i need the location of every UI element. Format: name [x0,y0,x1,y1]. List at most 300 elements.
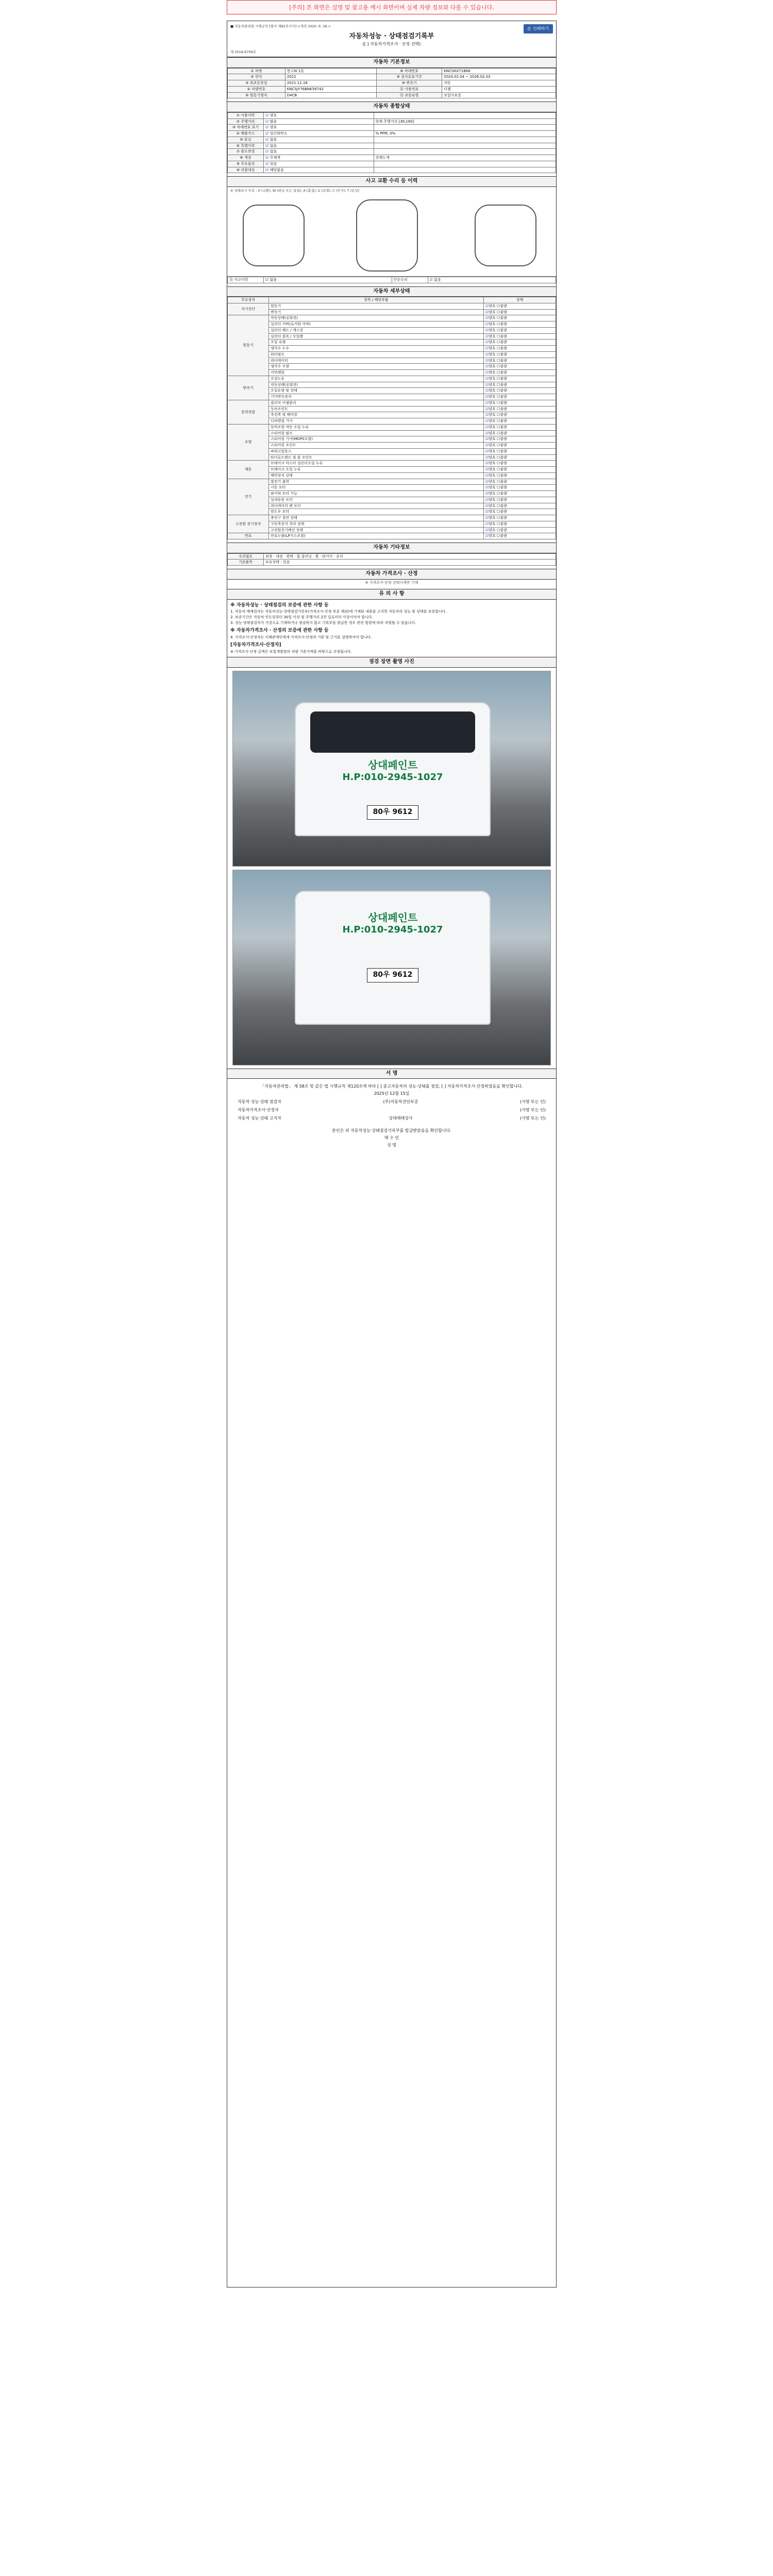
unchecked-box-icon: ☐ [495,328,500,332]
detail-item: 실린더 커버(로커암 커버) [269,321,484,328]
sign-title: 서 명 [227,1069,556,1079]
detail-state-bad: 불량 [500,364,507,369]
unchecked-box-icon: ☐ [495,364,500,369]
detail-item: 충전구 절연 상태 [269,515,484,521]
unchecked-box-icon: ☐ [495,534,500,538]
checked-box-icon: ☑ [485,425,489,429]
status-state [264,143,374,149]
detail-state-good: 양호 [489,334,496,338]
truck-rear [295,891,491,1025]
license-plate: 80우 9612 [367,805,418,820]
detail-row [228,424,556,430]
sign-line-dealer [238,1116,546,1121]
checked-box-icon: ☑ [485,395,489,399]
unchecked-box-icon: ☐ [495,503,500,508]
detail-header-device: 주요장치 [228,297,269,303]
detail-state-good: 양호 [489,431,496,435]
status-row [228,137,556,143]
detail-row [228,533,556,539]
detail-state-good: 양호 [489,449,496,453]
detail-state [484,358,556,364]
detail-item: 파워고압호스 [269,448,484,454]
detail-row [228,358,556,364]
detail-row [228,485,556,491]
detail-state-bad: 불량 [500,346,507,351]
status-item: ② 주행거리 [228,118,264,125]
unchecked-box-icon: ☐ [495,382,500,387]
detail-state-good: 양호 [489,455,496,460]
detail-state-good: 양호 [489,443,496,448]
detail-state-good: 양호 [489,388,496,393]
checked-box-icon: ☑ [485,431,489,435]
detail-state-good: 양호 [489,510,496,514]
detail-state-bad: 불량 [500,455,507,460]
unchecked-box-icon: ☐ [495,303,500,308]
detail-state [484,448,556,454]
detail-group: 제동 [228,461,269,479]
detail-state [484,303,556,309]
notes-body [227,603,556,654]
checked-box-icon: ☑ [485,316,489,320]
basic-info-value: 2022 [285,74,376,80]
unchecked-box-icon: ☐ [495,473,500,478]
detail-state-good: 양호 [489,425,496,429]
detail-item: 배력장치 상태 [269,472,484,479]
status-state-text: 없음 [270,149,277,154]
detail-item: 냉각수 수량 [269,364,484,370]
detail-state-good: 양호 [489,316,496,320]
etc-value: 외장 · 내장 · 광택 · 룸 클리닝 · 휠 · 타이어 · 유리 [264,553,556,560]
etc-title: 자동차 기타정보 [227,543,556,553]
detail-state [484,351,556,358]
warning-notice-text: [주의] 본 화면은 설명 및 참고용 예시 화면이며 실제 차량 정보와 다를 수 있습니다. [289,4,494,11]
detail-state [484,382,556,388]
status-row [228,167,556,173]
etc-key: 기본품목 [228,560,264,566]
inspection-report-document [227,21,557,2287]
detail-state-bad: 불량 [500,406,507,411]
etc-value: 보유상태 : 있음 [264,560,556,566]
unchecked-box-icon: ☐ [495,358,500,363]
checked-box-icon: ☑ [485,303,489,308]
detail-item: 등속조인트 [269,406,484,412]
detail-state [484,527,556,533]
detail-item: 고전원전기배선 상태 [269,527,484,533]
unchecked-box-icon: ☐ [495,370,500,375]
detail-item: 타이로드엔드 및 볼 조인트 [269,454,484,461]
basic-info-key: ④ 차량번호 [228,86,285,92]
detail-item: 스티어링 펌프 [269,430,484,436]
checkbox-icon: ☑ [265,137,270,142]
detail-state-bad: 불량 [500,419,507,423]
detail-state-bad: 불량 [500,503,507,508]
accident-result-table [227,277,556,283]
checked-box-icon: ☑ [485,503,489,508]
notes-paragraph-3: 3. 성능·상태점검자가 거짓으로 기재하거나 점검하지 않고 기록부를 발급한 경우 관련 법령에 따라 처벌될 수 있습니다. [230,620,416,625]
status-detail: 현재 주행거리 [36,160] [374,118,556,125]
detail-group: 동력전달 [228,400,269,424]
report-subtitle: ([ ] 자동차가격조사 · 산정 선택) [362,42,421,46]
simple-repair-label: 단순수리 [392,277,428,283]
detail-state [484,479,556,485]
detail-state-good: 양호 [489,358,496,363]
basic-info-key: ③ 최초등록일 [228,80,285,87]
car-top-view [356,199,418,272]
unchecked-box-icon: ☐ [495,455,500,460]
detail-item: 작동상태(공회전) [269,382,484,388]
checked-box-icon: ☑ [485,413,489,417]
print-button-label: 인쇄하기 [533,26,549,31]
status-detail: % PPM, 0% [374,131,556,137]
price-title: 자동차 가격조사 · 산정 [227,569,556,580]
status-state-text: 많음 [270,119,277,124]
detail-state-good: 양호 [489,516,496,520]
sign-footer-2: 매 수 인 [384,1136,399,1141]
checkbox-icon: ☑ [265,119,270,124]
unchecked-box-icon: ☐ [495,425,500,429]
detail-row [228,418,556,425]
status-row [228,125,556,131]
notes-heading-1: ※ 자동차성능 · 상태점검의 보증에 관한 사항 등 [230,602,329,608]
basic-info-key-2: ⑨ 검사유효기간 [377,74,442,80]
basic-info-key-2: ⑫ 보증유형 [377,92,442,98]
car-right-view [475,205,536,266]
detail-group: 자기진단 [228,303,269,315]
detail-row [228,521,556,527]
detail-state [484,327,556,333]
detail-state-good: 양호 [489,534,496,538]
checkbox-icon: ☑ [265,156,270,160]
checked-box-icon: ☑ [485,358,489,363]
status-row [228,118,556,125]
detail-state [484,346,556,352]
detail-state-bad: 불량 [500,395,507,399]
detail-state-bad: 불량 [500,382,507,387]
detail-state [484,340,556,346]
checked-box-icon: ☑ [485,376,489,381]
status-item: ⑧ 색상 [228,155,264,161]
unchecked-box-icon: ☐ [495,437,500,442]
status-detail [374,167,556,173]
checked-box-icon: ☑ [485,322,489,327]
unchecked-box-icon: ☐ [495,413,500,417]
detail-header-state: 상태 [484,297,556,303]
unchecked-box-icon: ☐ [495,406,500,411]
detail-state [484,394,556,400]
detail-state-good: 양호 [489,370,496,375]
detail-row [228,406,556,412]
detail-state-good: 양호 [489,485,496,490]
detail-state [484,376,556,382]
detail-item: 오일 유량 [269,340,484,346]
detail-row [228,430,556,436]
detail-item: 오일유량 및 상태 [269,388,484,394]
detail-row [228,443,556,449]
basic-info-value-2: 자동 [442,80,556,87]
detail-row [228,503,556,509]
detail-state-bad: 불량 [500,316,507,320]
notes-paragraph-1: 1. 자동차 매매업자는 자동차성능·상태점검기록부(가격조사·산정 부분 제외)에 기재된 내용을 고지한 자동차의 성능 및 상태를 보증합니다. [230,609,447,614]
sign-line-dealer-value: 상대매매상사 [389,1116,413,1121]
detail-state-bad: 불량 [500,352,507,357]
notes-heading-3: [자동차가격조사·산정자] [230,642,281,648]
detail-item: 스티어링 조인트 [269,443,484,449]
checked-box-icon: ☑ [485,461,489,466]
detail-state-good: 양호 [489,352,496,357]
detail-item: 냉각수 누수 [269,346,484,352]
basic-info-row [228,68,556,74]
etc-key: 수리필요 [228,553,264,560]
detail-state [484,533,556,539]
detail-state-bad: 불량 [500,431,507,435]
photos-title: 점검 장면 촬영 사진 [227,657,556,668]
detail-item: 와이퍼 모터 기능 [269,491,484,497]
detail-row [228,382,556,388]
checked-box-icon: ☑ [485,485,489,490]
sign-block [238,1084,546,1148]
status-state [264,155,374,161]
detail-state [484,509,556,515]
status-state-text: 있음 [270,161,277,166]
detail-row [228,467,556,473]
status-state [264,137,374,143]
unchecked-box-icon: ☐ [495,322,500,327]
unchecked-box-icon: ☐ [495,346,500,351]
checked-box-icon: ☑ [485,467,489,472]
unchecked-box-icon: ☐ [495,334,500,338]
detail-item: 커먼레일 [269,370,484,376]
detail-state-bad: 불량 [500,425,507,429]
checkbox-icon: ☑ [265,113,270,117]
basic-info-value: 2021.11.18 [285,80,376,87]
detail-item: 클러치 어셈블리 [269,400,484,406]
detail-state-bad: 불량 [500,467,507,472]
detail-title: 자동차 세부상태 [227,286,556,297]
detail-state-bad: 불량 [500,328,507,332]
accident-history-value: ☑ 없음 [264,277,392,283]
detail-state [484,430,556,436]
detail-state-good: 양호 [489,406,496,411]
checkbox-icon: ☑ [265,149,270,154]
notes-title: 유 의 사 항 [227,589,556,600]
unchecked-box-icon: ☐ [495,528,500,532]
unchecked-box-icon: ☐ [495,521,500,526]
detail-table [227,297,556,539]
unchecked-box-icon: ☐ [495,400,500,405]
basic-info-key: ① 차명 [228,68,285,74]
accident-legend: ※ 상태표시 부호 : X (교환), W (판금 또는 용접), A (흠집), U (요철), C (부식), T (손상) [230,188,360,193]
detail-state-good: 양호 [489,340,496,345]
form-number: ■ 자동차관리법 시행규칙 [별지 제82호서식] <개정 2020. 6. 26.> [230,24,331,28]
detail-state-good: 양호 [489,310,496,314]
detail-state [484,309,556,315]
detail-row [228,491,556,497]
detail-row [228,327,556,333]
accident-history-label: ⑪ 사고이력 [228,277,264,283]
detail-state-bad: 불량 [500,473,507,478]
detail-state-good: 양호 [489,376,496,381]
checked-box-icon: ☑ [485,455,489,460]
detail-state-bad: 불량 [500,534,507,538]
basic-info-title: 자동차 기본정보 [227,57,556,68]
status-state-text: 일산화탄소 [270,131,288,135]
detail-row [228,527,556,533]
price-note: ※ 가격조사·산정 선택시에만 기재 [365,580,418,585]
unchecked-box-icon: ☐ [495,479,500,484]
notes-paragraph-2: 2. 보증기간은 자동차 인도일부터 30일 이상 및 주행거리 2천 킬로미터 이상이어야 합니다. [230,615,373,619]
detail-group: 연료 [228,533,269,539]
checked-box-icon: ☑ [485,400,489,405]
car-diagram [227,194,556,277]
checkbox-icon: ☑ [265,161,270,166]
status-row [228,149,556,155]
status-state-text: 없음 [270,137,277,142]
detail-row [228,412,556,418]
status-detail [374,161,556,167]
detail-state-bad: 불량 [500,461,507,466]
unchecked-box-icon: ☐ [495,467,500,472]
unchecked-box-icon: ☐ [495,340,500,345]
detail-item: 브레이크 오일 누유 [269,467,484,473]
checked-box-icon: ☑ [485,449,489,453]
detail-state-good: 양호 [489,346,496,351]
detail-state-good: 양호 [489,473,496,478]
sign-line-inspector-label: 자동차 성능·상태 점검자 [238,1099,281,1105]
detail-state-good: 양호 [489,303,496,308]
etc-table [227,553,556,566]
detail-state [484,424,556,430]
basic-info-key-2: ⑩ 변속기 [377,80,442,87]
sign-line-inspector-seal: (서명 또는 인) [520,1099,546,1105]
status-detail [374,137,556,143]
detail-state-bad: 불량 [500,400,507,405]
detail-group: 변속기 [228,376,269,400]
basic-info-value: D4CB [285,92,376,98]
detail-state-bad: 불량 [500,516,507,520]
report-title: 자동차성능 · 상태점검기록부 [349,32,434,40]
detail-state [484,491,556,497]
status-item: ⑤ 튜닝 [228,137,264,143]
status-state-text: 무채색 [270,156,281,160]
basic-info-key: ⑤ 원동기형식 [228,92,285,98]
detail-item: 윈도우 모터 [269,509,484,515]
checked-box-icon: ☑ [485,340,489,345]
status-state-text: 양호 [270,125,277,130]
detail-state [484,485,556,491]
detail-item: 시동 모터 [269,485,484,491]
truck-decal [315,759,470,792]
checked-box-icon: ☑ [485,388,489,393]
status-item: ⑨ 주요옵션 [228,161,264,167]
detail-state-good: 양호 [489,521,496,526]
sign-line-dealer-label: 자동차 성능·상태 고지자 [238,1116,281,1121]
checked-box-icon: ☑ [485,443,489,448]
detail-row [228,321,556,328]
sign-line-inspector-value: (주)자동차진단보증 [383,1099,418,1105]
detail-state-bad: 불량 [500,528,507,532]
checked-box-icon: ☑ [485,328,489,332]
unchecked-box-icon: ☐ [495,443,500,448]
detail-state-bad: 불량 [500,376,507,381]
detail-state-bad: 불량 [500,322,507,327]
checked-box-icon: ☑ [485,479,489,484]
detail-item: 원동기 [269,303,484,309]
detail-state [484,321,556,328]
detail-group: 원동기 [228,315,269,376]
detail-state-bad: 불량 [500,370,507,375]
detail-state-good: 양호 [489,382,496,387]
detail-state [484,521,556,527]
etc-row [228,560,556,566]
checked-box-icon: ☑ [485,516,489,520]
detail-state [484,515,556,521]
report-header [227,21,556,57]
detail-row [228,370,556,376]
detail-item: 워터펌프 [269,351,484,358]
basic-info-value: 봉고III 1톤 [285,68,376,74]
detail-state-bad: 불량 [500,334,507,338]
status-detail [374,149,556,155]
status-row [228,155,556,161]
sign-statement: 「자동차관리법」 제 58조 및 같은 법 시행규칙 제120조에 따라 [ ] 중고자동차의 성능·상태를 점검, [ ] 자동차가격조사·산정하였음을 확인합니다. [260,1084,523,1089]
print-icon: ⎙ [527,26,531,31]
detail-row [228,461,556,467]
checkbox-icon: ☑ [265,125,270,130]
detail-item: 구동축전지 격리 상태 [269,521,484,527]
status-state [264,149,374,155]
status-title: 자동차 종합상태 [227,101,556,112]
detail-state [484,388,556,394]
basic-info-value-2: 보험사보증 [442,92,556,98]
checked-box-icon: ☑ [485,521,489,526]
decal-phone: H.P:010-2945-1027 [342,771,443,783]
unchecked-box-icon: ☐ [495,492,500,496]
simple-repair-value: ☑ 없음 [428,277,556,283]
detail-row [228,436,556,443]
unchecked-box-icon: ☐ [495,431,500,435]
unchecked-box-icon: ☐ [495,395,500,399]
unchecked-box-icon: ☐ [495,510,500,514]
checked-box-icon: ☑ [485,364,489,369]
sign-line-inspector [238,1099,546,1105]
decal-name: 상대페인트 [367,758,418,771]
status-table [227,112,556,174]
inspection-photo-1 [232,671,551,867]
detail-state [484,443,556,449]
detail-state [484,436,556,443]
sign-footer-3: 성 명 [387,1143,396,1148]
detail-row [228,364,556,370]
detail-state [484,370,556,376]
rear-decal-name: 상대페인트 [367,911,418,924]
detail-item: 변속기 [269,309,484,315]
basic-info-row [228,86,556,92]
detail-row [228,315,556,321]
status-item: ① 사용이력 [228,112,264,118]
detail-state-good: 양호 [489,467,496,472]
detail-row [228,394,556,400]
status-item: ⑥ 특별이력 [228,143,264,149]
checkbox-icon: ☑ [265,131,270,135]
detail-state-bad: 불량 [500,479,507,484]
warning-notice [227,0,557,14]
detail-item: 라디에이터 [269,358,484,364]
detail-row [228,351,556,358]
status-item: ⑩ 리콜대상 [228,167,264,173]
detail-item: 동력조향 작동 오일 누유 [269,424,484,430]
status-state [264,131,374,137]
basic-info-value: KNCSJY76BNK56742 [285,86,376,92]
